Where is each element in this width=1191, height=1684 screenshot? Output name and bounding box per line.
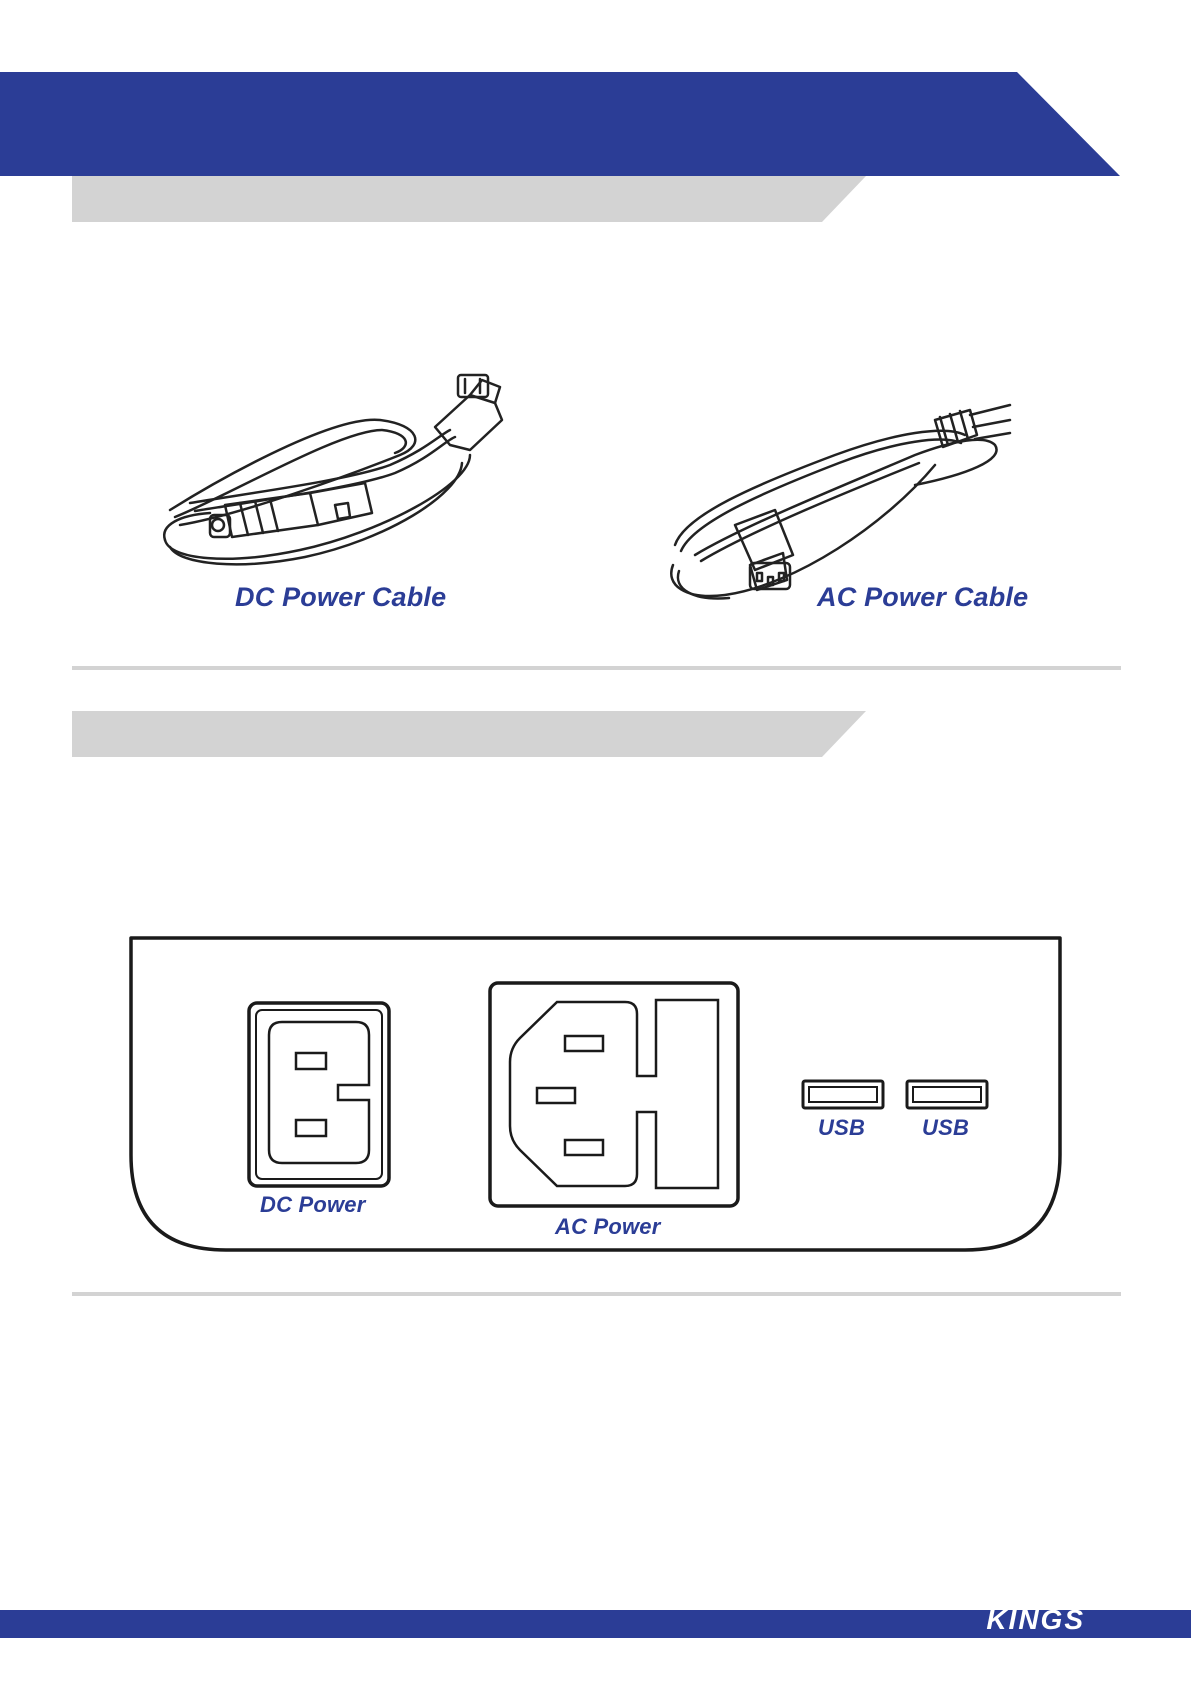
usb-port-2 bbox=[907, 1081, 987, 1108]
brand-logo: KINGS bbox=[986, 1604, 1085, 1635]
dc-power-cable-label: DC Power Cable bbox=[235, 582, 447, 612]
dc-power-label: DC Power bbox=[260, 1192, 366, 1217]
ac-power-socket bbox=[490, 983, 738, 1206]
ac-power-cable-label: AC Power Cable bbox=[817, 582, 1029, 612]
usb-label-1: USB bbox=[818, 1115, 866, 1140]
dc-power-socket bbox=[249, 1003, 389, 1186]
ac-power-label: AC Power bbox=[555, 1214, 661, 1239]
section-divider-2 bbox=[72, 1292, 1121, 1296]
usb-port-1 bbox=[803, 1081, 883, 1108]
usb-label-2: USB bbox=[922, 1115, 970, 1140]
